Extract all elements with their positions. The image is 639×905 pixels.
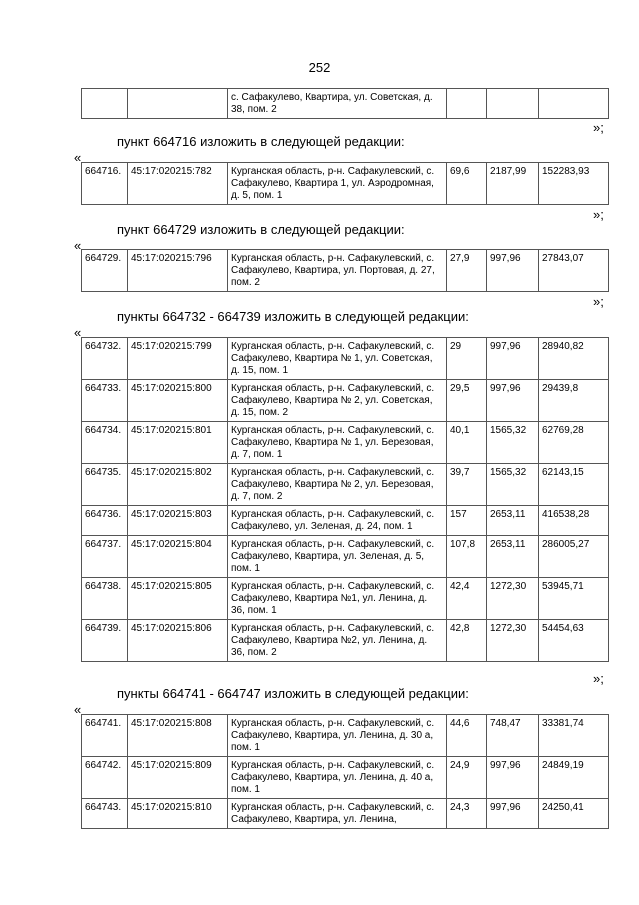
row-number-cell: 664735.: [82, 464, 128, 506]
row-number-cell: 664733.: [82, 380, 128, 422]
row-number-cell: 664742.: [82, 757, 128, 799]
area-cell: 42,8: [447, 620, 487, 662]
area-cell: 42,4: [447, 578, 487, 620]
address-cell: Курганская область, р-н. Сафакулевский, с. Сафакулево, Квартира № 1, ул. Советская, д. 15, пом. 1: [228, 338, 447, 380]
table-row: [82, 163, 609, 205]
table-row: [82, 506, 609, 536]
row-number-cell: 664729.: [82, 250, 128, 292]
area-cell: 27,9: [447, 250, 487, 292]
value-cell: 24849,19: [539, 757, 609, 799]
opening-quote: «: [74, 325, 82, 340]
address-cell: Курганская область, р-н. Сафакулевский, с. Сафакулево, Квартира, ул. Ленина, д. 30 а, пом. 1: [228, 715, 447, 757]
rate-cell: 997,96: [487, 757, 539, 799]
section-heading: пункт 664716 изложить в следующей редакции:: [117, 134, 405, 149]
cadastral-number-cell: 45:17:020215:809: [128, 757, 228, 799]
address-cell: Курганская область, р-н. Сафакулевский, с. Сафакулево, Квартира, ул. Портовая, д. 27, пом. 2: [228, 250, 447, 292]
table-row: [82, 536, 609, 578]
registry-table: [81, 249, 609, 292]
rate-cell: [487, 89, 539, 119]
rate-cell: 2187,99: [487, 163, 539, 205]
table-row: [82, 422, 609, 464]
cadastral-number-cell: 45:17:020215:803: [128, 506, 228, 536]
rate-cell: 748,47: [487, 715, 539, 757]
value-cell: 416538,28: [539, 506, 609, 536]
registry-table: [81, 162, 609, 205]
closing-quote: »;: [593, 120, 604, 135]
value-cell: [539, 89, 609, 119]
section-heading: пункты 664732 - 664739 изложить в следующей редакции:: [117, 309, 469, 324]
cadastral-number-cell: 45:17:020215:799: [128, 338, 228, 380]
cadastral-number-cell: 45:17:020215:802: [128, 464, 228, 506]
cadastral-number-cell: 45:17:020215:808: [128, 715, 228, 757]
value-cell: 33381,74: [539, 715, 609, 757]
area-cell: 29: [447, 338, 487, 380]
rate-cell: 1272,30: [487, 620, 539, 662]
table-row: [82, 715, 609, 757]
area-cell: 44,6: [447, 715, 487, 757]
registry-table-continuation: [81, 88, 609, 119]
table-row: [82, 578, 609, 620]
address-cell: Курганская область, р-н. Сафакулевский, с. Сафакулево, Квартира, ул. Ленина, д. 40 а, пом. 1: [228, 757, 447, 799]
rate-cell: 1565,32: [487, 422, 539, 464]
rate-cell: 997,96: [487, 799, 539, 829]
registry-table: [81, 337, 609, 662]
closing-quote: »;: [593, 294, 604, 309]
value-cell: 53945,71: [539, 578, 609, 620]
table-row: [82, 799, 609, 829]
cadastral-number-cell: 45:17:020215:806: [128, 620, 228, 662]
address-cell: Курганская область, р-н. Сафакулевский, с. Сафакулево, Квартира, ул. Ленина,: [228, 799, 447, 829]
opening-quote: «: [74, 150, 82, 165]
row-number-cell: 664736.: [82, 506, 128, 536]
area-cell: [447, 89, 487, 119]
value-cell: 54454,63: [539, 620, 609, 662]
cadastral-number-cell: 45:17:020215:796: [128, 250, 228, 292]
row-number-cell: 664738.: [82, 578, 128, 620]
address-cell: Курганская область, р-н. Сафакулевский, с. Сафакулево, Квартира №1, ул. Ленина, д. 36, пом. 1: [228, 578, 447, 620]
address-cell: Курганская область, р-н. Сафакулевский, с. Сафакулево, Квартира, ул. Зеленая, д. 5, пом. 1: [228, 536, 447, 578]
row-number-cell: 664739.: [82, 620, 128, 662]
table-row: [82, 620, 609, 662]
area-cell: 39,7: [447, 464, 487, 506]
cadastral-number-cell: 45:17:020215:805: [128, 578, 228, 620]
cadastral-number-cell: 45:17:020215:800: [128, 380, 228, 422]
area-cell: 24,9: [447, 757, 487, 799]
row-number-cell: 664716.: [82, 163, 128, 205]
area-cell: 40,1: [447, 422, 487, 464]
row-number-cell: 664737.: [82, 536, 128, 578]
address-cell: с. Сафакулево, Квартира, ул. Советская, д. 38, пом. 2: [228, 89, 447, 119]
table-row: [82, 250, 609, 292]
value-cell: 29439,8: [539, 380, 609, 422]
row-number-cell: 664741.: [82, 715, 128, 757]
address-cell: Курганская область, р-н. Сафакулевский, с. Сафакулево, Квартира 1, ул. Аэродромная, д. 5, пом. 1: [228, 163, 447, 205]
row-number-cell: 664734.: [82, 422, 128, 464]
closing-quote: »;: [593, 671, 604, 686]
address-cell: Курганская область, р-н. Сафакулевский, с. Сафакулево, ул. Зеленая, д. 24, пом. 1: [228, 506, 447, 536]
value-cell: 62143,15: [539, 464, 609, 506]
row-number-cell: [82, 89, 128, 119]
cadastral-number-cell: 45:17:020215:782: [128, 163, 228, 205]
table-row: [82, 464, 609, 506]
rate-cell: 997,96: [487, 250, 539, 292]
address-cell: Курганская область, р-н. Сафакулевский, с. Сафакулево, Квартира № 2, ул. Советская, д. 15, пом. 2: [228, 380, 447, 422]
rate-cell: 2653,11: [487, 536, 539, 578]
area-cell: 107,8: [447, 536, 487, 578]
registry-table: [81, 714, 609, 829]
area-cell: 24,3: [447, 799, 487, 829]
address-cell: Курганская область, р-н. Сафакулевский, с. Сафакулево, Квартира №2, ул. Ленина, д. 36, пом. 2: [228, 620, 447, 662]
table-row: [82, 380, 609, 422]
area-cell: 29,5: [447, 380, 487, 422]
cadastral-number-cell: 45:17:020215:801: [128, 422, 228, 464]
rate-cell: 997,96: [487, 338, 539, 380]
cadastral-number-cell: 45:17:020215:804: [128, 536, 228, 578]
table-row: [82, 757, 609, 799]
value-cell: 62769,28: [539, 422, 609, 464]
value-cell: 286005,27: [539, 536, 609, 578]
table-row: [82, 89, 609, 119]
page-number: 252: [308, 60, 331, 75]
address-cell: Курганская область, р-н. Сафакулевский, с. Сафакулево, Квартира № 2, ул. Березовая, д. 7, пом. 2: [228, 464, 447, 506]
value-cell: 27843,07: [539, 250, 609, 292]
rate-cell: 1272,30: [487, 578, 539, 620]
row-number-cell: 664732.: [82, 338, 128, 380]
closing-quote: »;: [593, 207, 604, 222]
row-number-cell: 664743.: [82, 799, 128, 829]
opening-quote: «: [74, 702, 82, 717]
section-heading: пункты 664741 - 664747 изложить в следующей редакции:: [117, 686, 469, 701]
rate-cell: 997,96: [487, 380, 539, 422]
value-cell: 152283,93: [539, 163, 609, 205]
value-cell: 24250,41: [539, 799, 609, 829]
area-cell: 157: [447, 506, 487, 536]
value-cell: 28940,82: [539, 338, 609, 380]
table-row: [82, 338, 609, 380]
section-heading: пункт 664729 изложить в следующей редакции:: [117, 222, 405, 237]
area-cell: 69,6: [447, 163, 487, 205]
opening-quote: «: [74, 238, 82, 253]
rate-cell: 2653,11: [487, 506, 539, 536]
cadastral-number-cell: 45:17:020215:810: [128, 799, 228, 829]
rate-cell: 1565,32: [487, 464, 539, 506]
address-cell: Курганская область, р-н. Сафакулевский, с. Сафакулево, Квартира № 1, ул. Березовая, д. 7, пом. 1: [228, 422, 447, 464]
cadastral-number-cell: [128, 89, 228, 119]
